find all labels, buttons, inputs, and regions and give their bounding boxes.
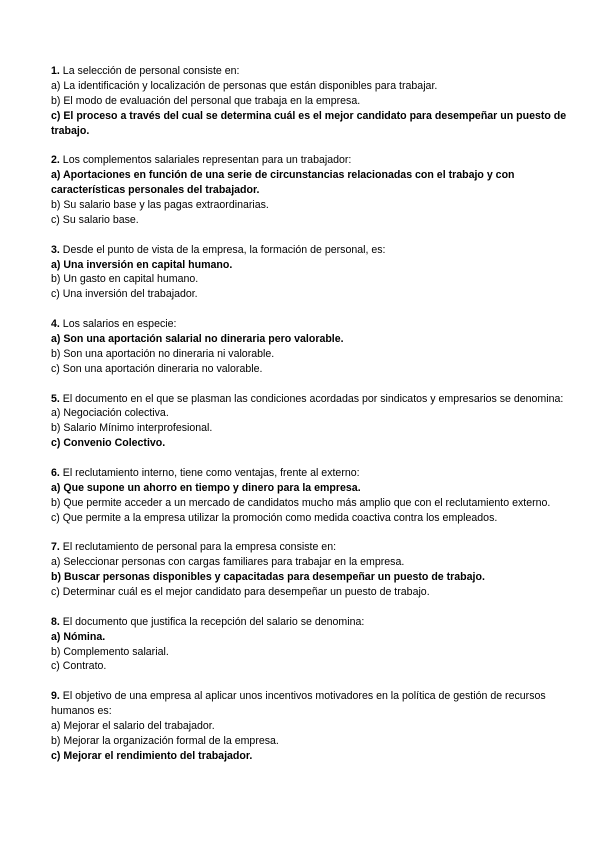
option-b: b) El modo de evaluación del personal que trabaja en la empresa. bbox=[51, 94, 361, 107]
question-9 bbox=[51, 689, 571, 764]
option-b: b) Mejorar la organización formal de la empresa. bbox=[51, 734, 279, 747]
question-6 bbox=[51, 466, 571, 526]
question-5 bbox=[51, 392, 571, 452]
question-8 bbox=[51, 615, 571, 675]
question-text: La selección de personal consiste en: bbox=[62, 65, 240, 77]
question-stem bbox=[51, 243, 571, 258]
question-number: 3. bbox=[51, 243, 60, 256]
option-a-correct: a) Nómina. bbox=[51, 630, 106, 643]
option-b: b) Que permite acceder a un mercado de candidatos mucho más amplio que con el reclutamiento externo. bbox=[51, 496, 551, 509]
question-number: 9. bbox=[51, 690, 60, 703]
option-b-correct: b) Buscar personas disponibles y capacitadas para desempeñar un puesto de trabajo. bbox=[51, 571, 485, 584]
option-a-correct: a) Que supone un ahorro en tiempo y dinero para la empresa. bbox=[51, 481, 361, 494]
question-text: Desde el punto de vista de la empresa, la formación de personal, es: bbox=[62, 243, 386, 256]
option-a: a) Negociación colectiva. bbox=[51, 407, 169, 420]
option-a-correct: a) Una inversión en capital humano. bbox=[51, 258, 233, 271]
question-number: 8. bbox=[51, 615, 60, 628]
option-c-correct: c) Mejorar el rendimiento del trabajador. bbox=[51, 749, 253, 762]
question-4 bbox=[51, 317, 571, 377]
option-b: b) Un gasto en capital humano. bbox=[51, 273, 199, 286]
question-text: El objetivo de una empresa al aplicar unos incentivos motivadores en la política de gestión de recursos humanos es: bbox=[51, 690, 546, 718]
option-a-correct: a) Aportaciones en función de una serie de circunstancias relacionadas con el trabajo y con características personales del trabajador. bbox=[51, 169, 515, 197]
option-a: a) La identificación y localización de personas que están disponibles para trabajar. bbox=[51, 79, 438, 92]
document-page bbox=[51, 64, 571, 779]
option-a: a) Mejorar el salario del trabajador. bbox=[51, 720, 215, 732]
question-stem bbox=[51, 615, 571, 630]
question-number: 1. bbox=[51, 65, 60, 77]
question-stem bbox=[51, 153, 571, 168]
question-stem bbox=[51, 64, 571, 79]
option-b: b) Su salario base y las pagas extraordinarias. bbox=[51, 199, 269, 212]
option-c: c) Contrato. bbox=[51, 660, 107, 673]
question-number: 6. bbox=[51, 466, 60, 479]
option-c: c) Son una aportación dineraria no valorable. bbox=[51, 362, 263, 375]
question-number: 7. bbox=[51, 541, 60, 554]
option-c: c) Una inversión del trabajador. bbox=[51, 288, 198, 301]
question-stem bbox=[51, 466, 571, 481]
option-b: b) Complemento salarial. bbox=[51, 645, 169, 658]
option-c: c) Determinar cuál es el mejor candidato para desempeñar un puesto de trabajo. bbox=[51, 586, 430, 599]
question-stem bbox=[51, 392, 571, 407]
question-stem bbox=[51, 540, 571, 555]
question-text: El reclutamiento de personal para la empresa consiste en: bbox=[62, 541, 337, 554]
option-c-correct: c) El proceso a través del cual se determina cuál es el mejor candidato para desempeñar un puesto de trabajo. bbox=[51, 109, 567, 137]
question-text: El documento que justifica la recepción del salario se denomina: bbox=[62, 615, 365, 628]
question-3 bbox=[51, 243, 571, 303]
option-c: c) Que permite a la empresa utilizar la promoción como medida coactiva contra los empleados. bbox=[51, 511, 498, 524]
option-c-correct: c) Convenio Colectivo. bbox=[51, 437, 166, 450]
question-text: El documento en el que se plasman las condiciones acordadas por sindicatos y empresarios se denomina: bbox=[62, 392, 564, 405]
question-stem bbox=[51, 689, 571, 719]
question-text: El reclutamiento interno, tiene como ventajas, frente al externo: bbox=[62, 466, 360, 479]
question-number: 4. bbox=[51, 318, 60, 331]
option-c: c) Su salario base. bbox=[51, 213, 139, 226]
option-b: b) Son una aportación no dineraria ni valorable. bbox=[51, 347, 275, 360]
question-text: Los complementos salariales representan para un trabajador: bbox=[62, 154, 352, 167]
question-number: 2. bbox=[51, 154, 60, 167]
option-a-correct: a) Son una aportación salarial no dineraria pero valorable. bbox=[51, 332, 344, 345]
question-stem bbox=[51, 317, 571, 332]
option-b: b) Salario Mínimo interprofesional. bbox=[51, 422, 213, 435]
question-1 bbox=[51, 64, 571, 139]
option-a: a) Seleccionar personas con cargas familiares para trabajar en la empresa. bbox=[51, 556, 405, 569]
question-number: 5. bbox=[51, 392, 60, 405]
question-2 bbox=[51, 153, 571, 228]
question-7 bbox=[51, 540, 571, 600]
question-text: Los salarios en especie: bbox=[62, 318, 177, 331]
